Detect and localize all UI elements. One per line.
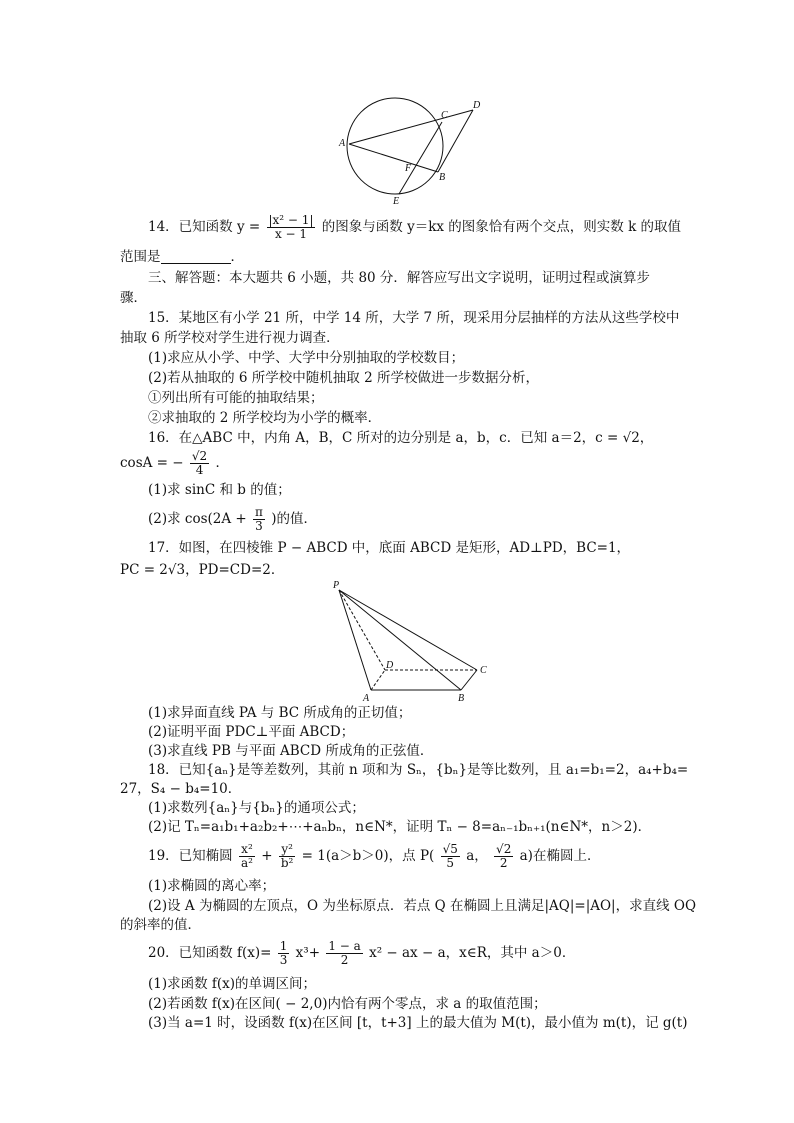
edge-ad <box>371 670 385 690</box>
q18-line1: 18．已知{aₙ}是等差数列，其前 n 项和为 Sₙ，{bₙ}是等比数列，且 a₁=b₁=2，a₄+b₄= <box>148 762 689 778</box>
q16-pi-num: π <box>255 505 263 519</box>
q17-line2: PC = 2√3，PD=CD=2． <box>120 562 285 578</box>
q16-pi-den: 3 <box>255 519 263 533</box>
segment-ad <box>349 110 473 144</box>
q16-frac-den: 4 <box>195 463 204 477</box>
q14-end: ． <box>230 249 244 265</box>
circle-figure <box>335 96 495 208</box>
q20-f1-den: 3 <box>279 953 288 967</box>
label-d: D <box>473 100 481 111</box>
q20-post: x² − ax − a，x∈R，其中 a＞0． <box>369 945 576 961</box>
label-d: D <box>386 660 394 671</box>
q16-cos-fraction <box>190 450 209 477</box>
q19-frac-p1 <box>441 843 460 870</box>
section3-heading: 三、解答题：本大题共 6 小题，共 80 分．解答应写出文字说明，证明过程或演算步 <box>148 270 650 286</box>
q15-part1: (1)求应从小学、中学、大学中分别抽取的学校数目； <box>148 350 465 366</box>
q19-mid2: a， <box>466 848 488 864</box>
label-e: E <box>393 196 400 207</box>
q19-frac-y <box>279 843 296 870</box>
q14-range-text: 范围是 <box>120 249 161 265</box>
label-c: C <box>441 110 448 121</box>
q20-frac-half <box>326 940 362 967</box>
q19-fp2-den: 2 <box>499 856 508 870</box>
label-p: P <box>333 580 340 591</box>
q19-part2: (2)设 A 为椭圆的左顶点，O 为坐标原点．若点 Q 在椭圆上且满足|AQ|=|AO|，求直线 OQ <box>148 898 697 914</box>
q16-pi-fraction <box>253 506 265 533</box>
q20-part1: (1)求函数 f(x)的单调区间； <box>148 976 317 992</box>
q19-mid: = 1(a＞b＞0)，点 P( <box>301 848 435 864</box>
q15-part2-b: ②求抽取的 2 所学校均为小学的概率． <box>148 410 382 426</box>
q16-part2-post: )的值． <box>271 511 318 527</box>
q16-part2 <box>148 506 317 533</box>
edge-pa <box>339 590 371 690</box>
q16-cos-pre: cosA = − <box>120 455 184 471</box>
q20-mid: x³+ <box>295 945 321 961</box>
q16-part2-pre: (2)求 cos(2A + <box>148 511 247 527</box>
q14-frac-num: |x² − 1| <box>268 213 314 227</box>
label-a: A <box>363 693 370 704</box>
q16-frac-num: √2 <box>191 449 208 463</box>
q20-frac-third <box>278 940 290 967</box>
q19-fx-num: x² <box>239 843 255 857</box>
q20-line1 <box>148 940 575 967</box>
q18-part1: (1)求数列{aₙ}与{bₙ}的通项公式； <box>148 800 365 816</box>
q16-part1: (1)求 sinC 和 b 的值； <box>148 482 291 498</box>
q14-line2 <box>120 247 244 267</box>
q15-line1: 15．某地区有小学 21 所，中学 14 所，大学 7 所，现采用分层抽样的方法从这些学校中 <box>148 310 680 326</box>
q19-fy-den: b² <box>280 856 294 870</box>
q14-frac-den: x − 1 <box>274 227 308 241</box>
q18-line2: 27，S₄ − b₄=10． <box>120 781 242 797</box>
q20-f1-num: 1 <box>279 939 288 953</box>
q15-line2: 抽取 6 所学校对学生进行视力调查． <box>120 330 340 346</box>
q19-post: a)在椭圆上． <box>519 848 601 864</box>
q20-f2-den: 2 <box>340 953 349 967</box>
q15-part2-a: ①列出所有可能的抽取结果； <box>148 390 324 406</box>
q14-fraction <box>267 214 316 241</box>
q14-text-post: 的图象与函数 y＝kx 的图象恰有两个交点，则实数 k 的取值 <box>321 219 682 235</box>
q15-part2: (2)若从抽取的 6 所学校中随机抽取 2 所学校做进一步数据分析， <box>148 370 539 386</box>
q19-fx-den: a² <box>240 856 253 870</box>
answer-blank[interactable] <box>161 249 231 264</box>
q19-plus: + <box>261 848 273 864</box>
q17-part3: (3)求直线 PB 与平面 ABCD 所成角的正弦值． <box>148 743 434 759</box>
q16-line1: 16．在△ABC 中，内角 A，B，C 所对的边分别是 a，b，c．已知 a＝2，c = √2， <box>148 430 654 446</box>
label-f: F <box>405 163 412 174</box>
label-a: A <box>339 138 346 149</box>
q17-line1: 17．如图，在四棱锥 P − ABCD 中，底面 ABCD 是矩形，AD⊥PD，BC=1， <box>148 540 631 556</box>
q19-part1: (1)求椭圆的离心率； <box>148 878 276 894</box>
q16-line2 <box>120 450 229 477</box>
edge-pb <box>339 590 461 690</box>
label-c: C <box>480 665 487 676</box>
q20-part2: (2)若函数 f(x)在区间( − 2,0)内恰有两个零点，求 a 的取值范围； <box>148 996 547 1012</box>
q19-frac-x <box>239 843 255 870</box>
pyramid-figure <box>325 580 500 705</box>
q19-fp1-num: √5 <box>442 842 458 856</box>
label-b: B <box>458 693 465 704</box>
q17-part1: (1)求异面直线 PA 与 BC 所成角的正切值； <box>148 705 412 721</box>
edge-bc <box>461 670 477 690</box>
q18-part2: (2)记 Tₙ=a₁b₁+a₂b₂+⋯+aₙbₙ，n∈N*，证明 Tₙ − 8=aₙ₋₁bₙ₊₁(n∈N*，n＞2)． <box>148 819 652 835</box>
q17-part2: (2)证明平面 PDC⊥平面 ABCD； <box>148 724 355 740</box>
q14-text-pre: 14．已知函数 y = <box>148 219 261 235</box>
segment-ce <box>399 122 442 194</box>
segment-ab <box>349 144 438 172</box>
q19-fp2-num: √2 <box>496 842 512 856</box>
q20-part3: (3)当 a=1 时，设函数 f(x)在区间 [t，t+3] 上的最大值为 M(t)，最小值为 m(t)，记 g(t) <box>148 1015 688 1031</box>
q16-cos-post: ． <box>215 455 229 471</box>
q19-fp1-den: 5 <box>446 856 455 870</box>
edge-pc <box>339 590 477 670</box>
q19-frac-p2 <box>494 843 513 870</box>
section3-heading-cont: 骤． <box>120 290 147 306</box>
q20-pre: 20．已知函数 f(x)= <box>148 945 272 961</box>
q20-f2-num: 1 − a <box>328 939 361 953</box>
q19-part2-cont: 的斜率的值． <box>120 917 201 933</box>
edge-pd <box>339 590 385 670</box>
q19-pre: 19．已知椭圆 <box>148 848 233 864</box>
circle-outline <box>347 98 446 194</box>
q14-line1 <box>148 214 681 241</box>
q19-line1 <box>148 843 600 870</box>
q19-fy-num: y² <box>279 843 296 857</box>
label-b: B <box>439 172 446 183</box>
